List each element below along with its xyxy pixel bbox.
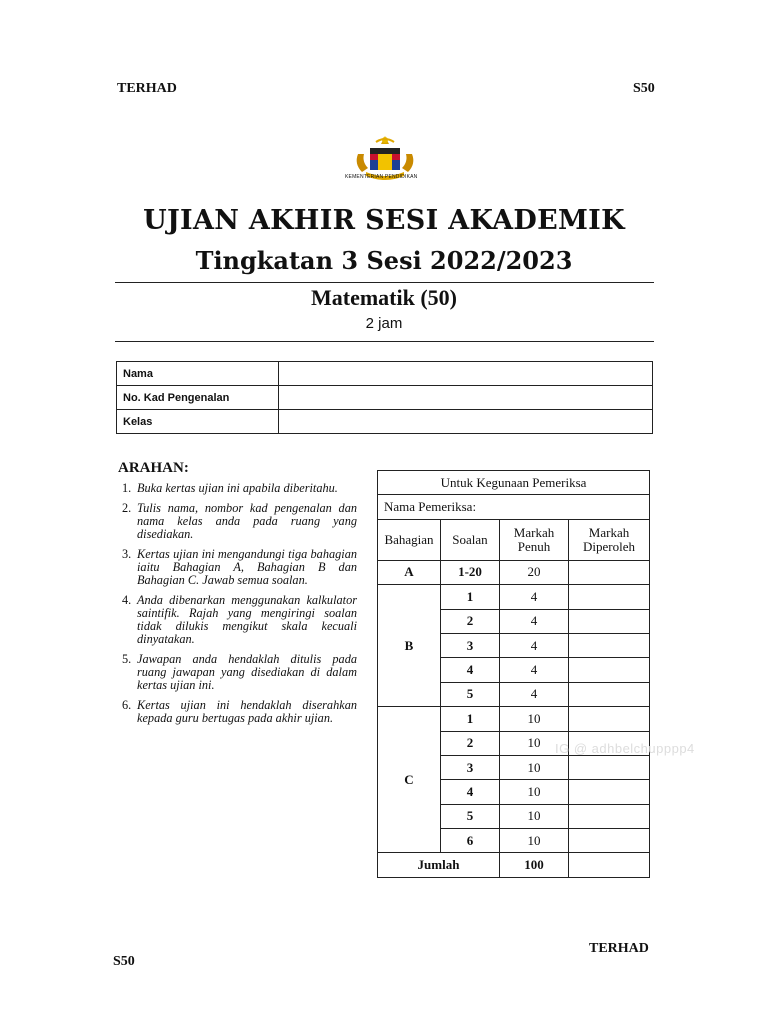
- table-row: [378, 471, 650, 495]
- col-header-question: Soalan: [441, 519, 500, 560]
- full-mark: 10: [500, 780, 569, 804]
- ministry-caption: KEMENTERIAN PENDIDIKAN: [345, 174, 418, 180]
- subject-title: Matematik (50): [310, 285, 457, 310]
- examiner-table-title: Untuk Kegunaan Pemeriksa: [378, 471, 650, 495]
- col-header-section: Bahagian: [378, 519, 441, 560]
- examiner-name-field[interactable]: Nama Pemeriksa:: [378, 495, 650, 519]
- list-item: [122, 699, 357, 725]
- list-item: [122, 548, 357, 587]
- question-number: 6: [441, 829, 500, 853]
- col-header-full-line2: Penuh: [517, 538, 551, 554]
- list-item: [122, 502, 357, 541]
- full-mark: 4: [500, 585, 569, 609]
- table-row: [378, 495, 650, 519]
- marks-obtained-cell[interactable]: [569, 804, 650, 828]
- instruction-number: 5.: [122, 652, 132, 666]
- marks-obtained-cell[interactable]: [569, 707, 650, 731]
- instruction-text: Jawapan anda hendaklah ditulis pada ruang jawapan yang disediakan di dalam kertas ujian ini.: [137, 652, 357, 692]
- header-restricted-label: TERHAD: [117, 81, 177, 96]
- candidate-row: [117, 386, 653, 410]
- question-number: 3: [441, 755, 500, 779]
- full-mark: 10: [500, 731, 569, 755]
- instruction-number: 1.: [122, 481, 132, 495]
- instruction-number: 2.: [122, 501, 132, 515]
- section-a-question: 1-20: [441, 560, 500, 584]
- full-mark: 4: [500, 633, 569, 657]
- full-mark: 10: [500, 804, 569, 828]
- marks-obtained-cell[interactable]: [569, 658, 650, 682]
- marks-obtained-cell[interactable]: [569, 682, 650, 706]
- title-divider: [115, 282, 654, 283]
- candidate-info-table: [116, 361, 653, 434]
- instruction-text: Kertas ujian ini hendaklah diserahkan kepada guru bertugas pada akhir ujian.: [137, 698, 357, 725]
- full-mark: 4: [500, 609, 569, 633]
- question-number: 4: [441, 780, 500, 804]
- instruction-number: 4.: [122, 593, 132, 607]
- marks-obtained-cell[interactable]: [569, 633, 650, 657]
- col-header-full-line1: Markah: [513, 524, 555, 540]
- col-header-marks-obtained: [569, 519, 650, 560]
- total-full-mark: 100: [500, 853, 569, 877]
- instructions-title: ARAHAN:: [118, 460, 189, 476]
- marks-obtained-cell[interactable]: [569, 560, 650, 584]
- marks-obtained-cell[interactable]: [569, 755, 650, 779]
- section-a-full-mark: 20: [500, 560, 569, 584]
- section-b-label: B: [378, 585, 441, 707]
- instruction-text: Buka kertas ujian ini apabila diberitahu.: [137, 481, 338, 495]
- full-mark: 4: [500, 682, 569, 706]
- footer-code-label: S50: [113, 954, 135, 969]
- question-number: 1: [441, 585, 500, 609]
- exam-title: UJIAN AKHIR SESI AKADEMIK: [143, 205, 625, 236]
- footer-restricted-label: TERHAD: [589, 941, 649, 956]
- table-row: [378, 707, 650, 731]
- list-item: [122, 594, 357, 646]
- candidate-field-ic[interactable]: [279, 386, 653, 410]
- full-mark: 10: [500, 829, 569, 853]
- watermark-text: IG @ adhbelchupppp4: [555, 741, 695, 756]
- candidate-row: [117, 362, 653, 386]
- table-header-row: [378, 519, 650, 560]
- question-number: 2: [441, 731, 500, 755]
- total-obtained-cell[interactable]: [569, 853, 650, 877]
- total-label: Jumlah: [378, 853, 500, 877]
- marks-obtained-cell[interactable]: [569, 829, 650, 853]
- candidate-field-class[interactable]: [279, 410, 653, 434]
- question-number: 5: [441, 682, 500, 706]
- full-mark: 4: [500, 658, 569, 682]
- question-number: 1: [441, 707, 500, 731]
- col-header-got-line1: Markah: [588, 524, 630, 540]
- section-a-label: A: [378, 560, 441, 584]
- instruction-text: Kertas ujian ini mengandungi tiga bahagian iaitu Bahagian A, Bahagian B dan Bahagian C. Jawab semua soalan.: [137, 547, 357, 587]
- full-mark: 10: [500, 707, 569, 731]
- exam-duration: 2 jam: [365, 315, 403, 332]
- examiner-marks-table: [377, 470, 650, 878]
- candidate-label-class: Kelas: [117, 410, 279, 434]
- marks-obtained-cell[interactable]: [569, 585, 650, 609]
- full-mark: 10: [500, 755, 569, 779]
- col-header-got-line2: Diperoleh: [583, 538, 635, 554]
- marks-obtained-cell[interactable]: [569, 609, 650, 633]
- header-code-label: S50: [633, 81, 655, 96]
- question-number: 4: [441, 658, 500, 682]
- question-number: 5: [441, 804, 500, 828]
- instruction-number: 3.: [122, 547, 132, 561]
- instruction-text: Tulis nama, nombor kad pengenalan dan nama kelas anda pada ruang yang disediakan.: [137, 501, 357, 541]
- list-item: [122, 482, 357, 495]
- instructions-list: [122, 482, 357, 732]
- table-total-row: [378, 853, 650, 877]
- table-row: [378, 585, 650, 609]
- instruction-text: Anda dibenarkan menggunakan kalkulator saintifik. Rajah yang mengiringi soalan tidak dilukis mengikut skala kecuali dinyatakan.: [137, 593, 357, 646]
- question-number: 2: [441, 609, 500, 633]
- instruction-number: 6.: [122, 698, 132, 712]
- table-row: [378, 560, 650, 584]
- col-header-full-marks: [500, 519, 569, 560]
- candidate-label-name: Nama: [117, 362, 279, 386]
- candidate-field-name[interactable]: [279, 362, 653, 386]
- exam-subtitle: Tingkatan 3 Sesi 2022/2023: [195, 246, 573, 275]
- section-c-label: C: [378, 707, 441, 853]
- list-item: [122, 653, 357, 692]
- candidate-label-ic: No. Kad Pengenalan: [117, 386, 279, 410]
- question-number: 3: [441, 633, 500, 657]
- marks-obtained-cell[interactable]: [569, 780, 650, 804]
- candidate-row: [117, 410, 653, 434]
- subject-divider: [115, 341, 654, 342]
